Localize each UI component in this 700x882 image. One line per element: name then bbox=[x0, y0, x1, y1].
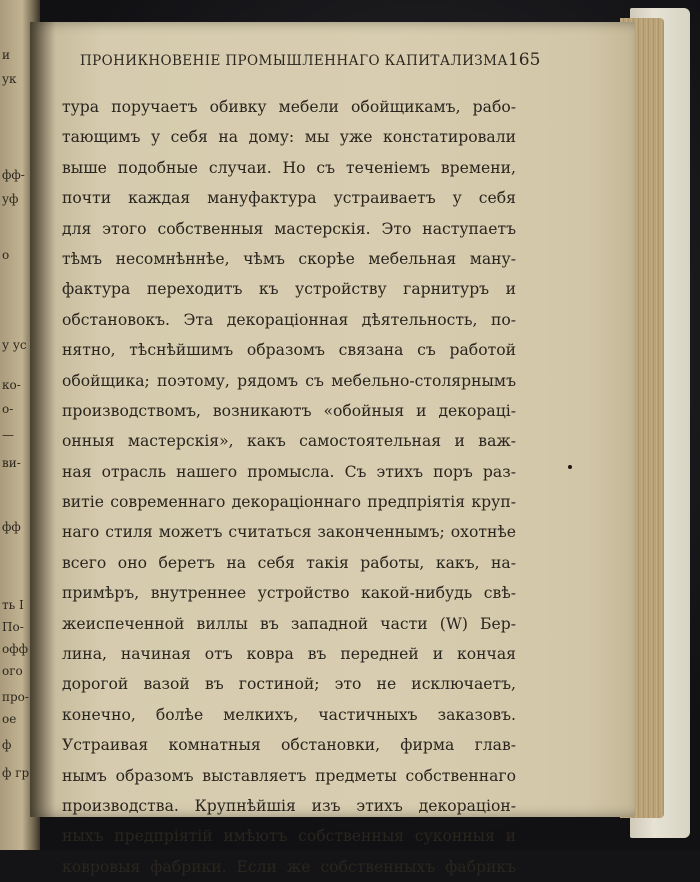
text-line: выше подобные случаи. Но съ теченiемъ времени, bbox=[62, 158, 516, 177]
text-line: всего оно беретъ на себя такiя работы, какъ, на- bbox=[62, 553, 516, 572]
left-page-fragment: ук bbox=[2, 72, 17, 86]
page-number: 165 bbox=[507, 50, 541, 70]
gutter-shadow bbox=[30, 22, 56, 817]
left-page-fragment: про- bbox=[2, 690, 29, 704]
text-line: лина, начиная отъ ковра въ передней и кончая bbox=[62, 645, 516, 664]
text-line: примѣръ, внутреннее устройство какой-нибудь свѣ- bbox=[62, 584, 516, 603]
running-head-title: ПРОНИКНОВЕНIЕ ПРОМЫШЛЕННАГО КАПИТАЛИЗМА bbox=[80, 53, 508, 69]
left-page-fragment: ого bbox=[2, 664, 23, 678]
text-line: нятно, тѣснѣйшимъ образомъ связана съ работой bbox=[62, 341, 516, 360]
ink-speck bbox=[568, 465, 572, 469]
left-page-fragment: — bbox=[2, 428, 14, 442]
text-line: тающимъ у себя на дому: мы уже констатировали bbox=[62, 128, 516, 147]
left-page-fragment: о- bbox=[2, 402, 14, 416]
text-line: производства. Крупнѣйшiя изъ этихъ декорацiон- bbox=[62, 796, 516, 815]
left-page-fragment: ть I bbox=[2, 598, 24, 612]
text-line: ковровыя фабрики. Если же собственныхъ фабрикъ bbox=[62, 857, 516, 876]
left-page-fragment: ф bbox=[2, 738, 12, 752]
left-page-fragment: фф- bbox=[2, 168, 25, 182]
text-line: производствомъ, возникаютъ «обойныя и декорацi- bbox=[62, 401, 516, 420]
text-line: ныхъ предпрiятiй имѣютъ собственныя суконныя и bbox=[62, 827, 516, 846]
left-page-fragment: фф bbox=[2, 520, 21, 534]
text-line: наго стиля можетъ считаться законченнымъ; охотнѣе bbox=[62, 523, 516, 542]
left-page-fragment: уф bbox=[2, 192, 19, 206]
left-page-fragment: ф гр bbox=[2, 766, 30, 780]
text-line: тура поручаетъ обивку мебели обойщикамъ, рабо- bbox=[62, 98, 516, 116]
text-line: витiе современнаго декорацiоннаго предпрiятiя круп- bbox=[62, 493, 516, 512]
running-head bbox=[80, 50, 541, 70]
left-page-fragment: ко- bbox=[2, 378, 21, 392]
text-line: нымъ образомъ выставляетъ предметы собственнаго bbox=[62, 766, 516, 785]
body-text bbox=[62, 92, 516, 882]
text-line: почти каждая мануфактура устраиваетъ у себя bbox=[62, 189, 516, 208]
text-line: обойщика; поэтому, рядомъ съ мебельно-столярнымъ bbox=[62, 371, 516, 390]
text-line: конечно, болѣе мелкихъ, частичныхъ заказовъ. bbox=[62, 705, 516, 724]
left-page-fragment: у ус bbox=[2, 338, 27, 352]
left-page-fragment: По- bbox=[2, 620, 24, 634]
text-line: фактура переходитъ къ устройству гарнитуръ и bbox=[62, 280, 516, 299]
text-line: ная отрасль нашего промысла. Съ этихъ поръ раз- bbox=[62, 462, 516, 481]
left-page-fragment: ое bbox=[2, 712, 17, 726]
text-line: дорогой вазой въ гостиной; это не исключаетъ, bbox=[62, 675, 516, 694]
left-page-fragment: и bbox=[2, 48, 10, 62]
text-line: жеиспеченной виллы въ западной части (W) Бер- bbox=[62, 614, 516, 633]
text-line: для этого собственныя мастерскiя. Это наступаетъ bbox=[62, 219, 516, 238]
text-line: онныя мастерскiя», какъ самостоятельная и важ- bbox=[62, 432, 516, 451]
text-line: Устраивая комнатныя обстановки, фирма глав- bbox=[62, 736, 516, 755]
text-line: обстановокъ. Эта декорацiонная дѣятельность, по- bbox=[62, 310, 516, 329]
left-page-fragment: ви- bbox=[2, 456, 21, 470]
left-page-fragment: о bbox=[2, 248, 10, 262]
left-page-fragment: офф bbox=[2, 642, 29, 656]
text-line: тѣмъ несомнѣннѣе, чѣмъ скорѣе мебельная ману- bbox=[62, 249, 516, 268]
